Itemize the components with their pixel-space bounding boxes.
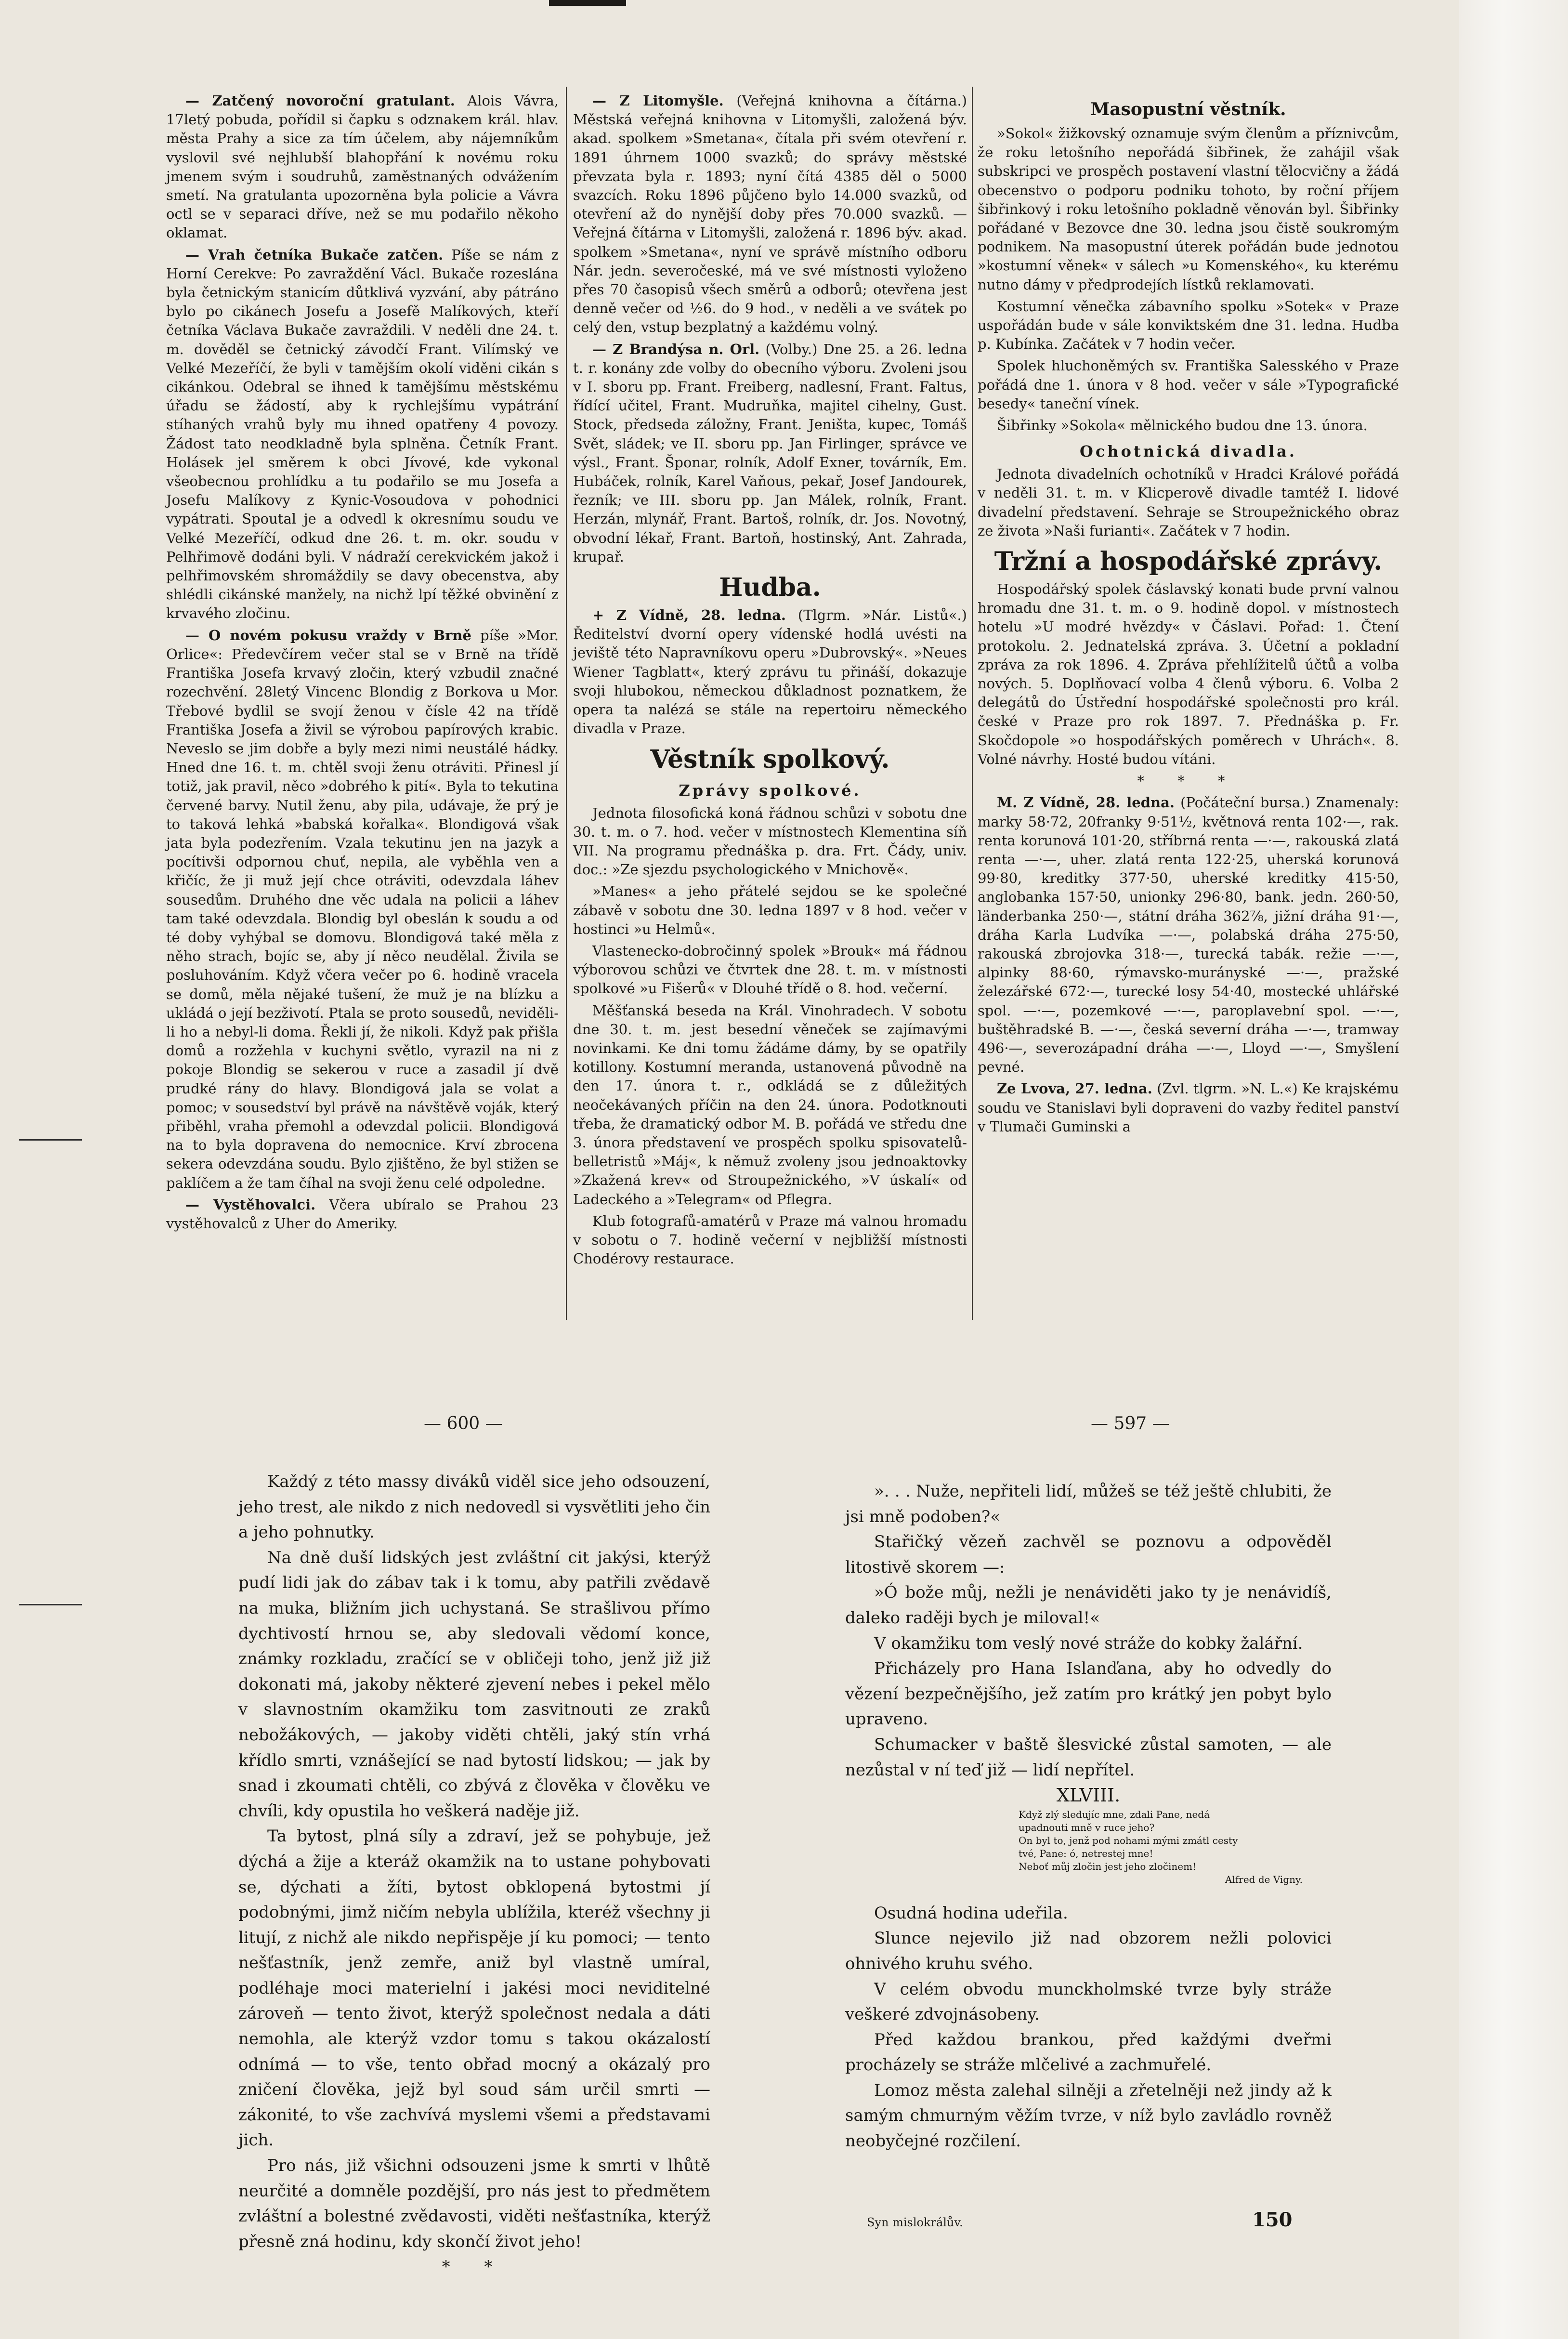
- news-item: [573, 1212, 967, 1269]
- sub-heading: Zprávy spolkové.: [679, 781, 862, 800]
- news-item: [978, 1079, 1399, 1136]
- news-item: [978, 416, 1399, 435]
- novel-paragraph: Každý z této massy diváků viděl sice jeho odsouzení, jeho trest, ale nikdo z nich nedovedl si vysvětliti jeho čin a jeho pohnutky.: [238, 1472, 710, 1542]
- footer-number: 150: [1252, 2208, 1293, 2231]
- news-item: [166, 92, 559, 243]
- column-2: [573, 92, 967, 1271]
- motto-line: Když zlý sledujíc mne, zdali Pane, nedá: [1019, 1808, 1210, 1820]
- news-item-body: Píše se nám z Horní Cerekve: Po zavraždění Václ. Bukače rozeslána byla četnickým stanicím důtklivá vyzvání, aby pátráno bylo po cikánech Josefu a Josefě Malíkových, kteří četníka Václava Bukače zavraždili. V neděli dne 24. t. m. dověděl se četnický závodčí Frant. Vilímský ve Velké Mezeříčí, že byli v tamějším okolí viděni cikán s cikánkou. Odebral se ihned k tamějšímu městskému úřadu se žádostí, aby k rychlejšímu vypátrání stíhaných vrahů byly mu ihned opatřeny 4 povozy. Žádost tato neodkladně byla splněna. Četník Frant. Holásek jel směrem k obci Jívové, kde vykonal všeobecnou prohlídku a tu podařilo se mu Josefa a Josefu Malíkovy z Kynic-Vosoudova v pohodnici vypátrati. Spoutal je a odvedl k okresnímu soudu ve Velké Mezeříčí, odkud dne 26. t. m. okr. soudu v Pelhřimově dodáni byli. V nádraží cerekvickém jakož i pelhřimovském shromáždily se davy obecenstva, aby shlédli cikánské manžely, na nichž lpí těžké obvinění z krvavého zločinu.: [166, 246, 559, 622]
- motto-line: On byl to, jenž pod nohami mými zmátl cesty: [1019, 1834, 1238, 1846]
- footer-signature: Syn mislokrálův.: [867, 2216, 963, 2229]
- news-item-body: Spolek hluchoněmých sv. Františka Salesského v Praze pořádá dne 1. února v 8 hod. večer v sále »Typografické besedy« taneční vínek.: [978, 357, 1399, 412]
- news-item-body: Kostumní věnečka zábavního spolku »Sotek« v Praze uspořádán bude v sále konviktském dne 31. ledna. Hudba p. Kubínka. Začátek v 7 hodin večer.: [978, 298, 1399, 353]
- news-item-body: Včera ubíralo se Prahou 23 vystěhovalců z Uher do Ameriky.: [166, 1196, 559, 1232]
- news-item-body: Šibřinky »Sokola« mělnického budou dne 13. února.: [997, 417, 1368, 434]
- news-item: [166, 626, 559, 1193]
- chapter-heading: XLVIII.: [1056, 1785, 1121, 1806]
- news-item-headline: — Zatčený novoroční gratulant.: [185, 92, 455, 109]
- news-item: [978, 580, 1399, 769]
- news-item: [978, 793, 1399, 1077]
- novel-paragraph: Ta bytost, plná síly a zdraví, jež se pohybuje, jež dýchá a žije a kteráž okamžik na to ustane pohybovati se, dýchati a žíti, bytost obklopená bytostmi jí podobnými, jimž ničím nebyla ublížila, kteréž všechny ji litují, z nichž ale nikdo nepřispěje jí ku pomoci; — tento nešťastník, jenž zemře, aniž byl vlastně umíral, podléhaje moci materielní i jakési moci neviditelné zároveň — tento život, kterýž společnost nedala a dáti nemohla, ale kterýž vzdor tomu s takou okázalostí odnímá — to vše, tento obřad mocný a okázalý pro zničení člověka, jejž byl soud sám určil smrti — zákonité, to vše zachvívá myslemi všemi a představami jich.: [238, 1827, 710, 2150]
- novel-text-left: [238, 1469, 710, 2280]
- news-item: [573, 804, 967, 880]
- news-item-body: Jednota filosofická koná řádnou schůzi v sobotu dne 30. t. m. o 7. hod. večer v místnostech Klementina síň VII. Na programu přednáška p. dra. Frt. Čády, univ. doc.: »Ze sjezdu psychologického v Mnichově«.: [573, 804, 967, 878]
- motto-line: tvé, Pane: ó, netrestej mne!: [1019, 1847, 1153, 1859]
- news-item-body: píše »Mor. Orlice«: Předevčírem večer stal se v Brně na třídě Františka Josefa krvavý zločin, který vzbudil značné rozechvění. 28letý Vincenc Blondig z Borkova u Mor. Třebové bydlil se svojí ženou v čísle 42 na třídě Františka Josefa a živil se výrobou papírových krabic. Neveslo se jim dobře a byly mezi nimi neustálé hádky. Hned dne 16. t. m. chtěl svoji ženu otráviti. Přinesl jí totiž, jak pravil, něco »dobrého k pití«. Byla to tekutina červené barvy. Nutil ženu, aby pila, udávaje, že prý je to taková lehká »babská kořalka«. Blondigová však jata byla podezřením. Vzala tekutinu jen na jazyk a pocítivši odpornou chuť, nepila, ale vyběhla ven a křičíc, že ji muž její chce otráviti, odevzdala láhev sousedům. Druhého dne věc udala na policii a láhev tam také odevzdala. Blondig byl obeslán k soudu a od té doby vyhýbal se domovu. Blondigová také měla z něho strach, bojíc se, aby jí něco neudělal. Živila se posluhováním. Když včera večer po 6. hodině vracela se domů, měla nějaké tušení, že muž je na blízku a ukládá o její bezživotí. Ptala se proto sousedů, neviděli-li ho a nebyl-li doma. Řekli jí, že nikoli. Když pak přišla domů a rozžehla v kuchyni světlo, vyrazil na ni z pokoje Blondig se sekerou v ruce a zasadil jí dvě prudké rány do hlavy. Blondigová jala se volat a pomoc; v sousedství byl právě na návštěvě voják, který přiběhl, vraha přemohl a odevzdal policii. Blondigová na to byla dopravena do nemocnice. Krví zbrocena sekera odevzdána soudu. Bylo zjištěno, že byl stižen se paklíčem a že tam číhal na svoji ženu celé odpoledne.: [166, 627, 559, 1191]
- news-item: [573, 942, 967, 999]
- news-item-headline: — O novém pokusu vraždy v Brně: [185, 627, 471, 644]
- news-item: [573, 92, 967, 337]
- column-separator: [566, 87, 567, 1320]
- column-3: [978, 92, 1399, 1139]
- novel-paragraph: ». . . Nuže, nepřiteli lidí, můžeš se též ještě chlubiti, že jsi mně podoben?«: [845, 1482, 1332, 1526]
- news-item-headline: — Vrah četníka Bukače zatčen.: [185, 246, 444, 263]
- section-heading: Tržní a hospodářské zprávy.: [994, 547, 1383, 577]
- separator-stars: * * *: [1137, 773, 1240, 789]
- novel-paragraph: Slunce nejevilo již nad obzorem nežli polovici ohnivého kruhu svého.: [845, 1929, 1332, 1973]
- motto-line: upadnouti mně v ruce jeho?: [1019, 1821, 1155, 1833]
- column-1: [166, 92, 559, 1236]
- margin-mark: [19, 1604, 82, 1605]
- page-number-left: — 600 —: [424, 1414, 503, 1433]
- news-item-body: Hospodářský spolek čáslavský konati bude první valnou hromadu dne 31. t. m. o 9. hodině dopol. v místnostech hotelu »U modré hvězdy« v Čáslavi. Pořad: 1. Čtení protokolu. 2. Jednatelská zpráva. 3. Účetní a pokladní zpráva za rok 1896. 4. Zpráva přehlížitelů účtů a volba nových. 5. Doplňovací volba 4 členů výboru. 6. Volba 2 delegátů do Ústřední hospodářské společnosti pro král. české v Praze pro rok 1897. 7. Přednáška p. Fr. Skočdopole »o hospodářských poměrech v Uhrách«. 8. Volné návrhy. Hosté budou vítáni.: [978, 581, 1399, 767]
- novel-paragraph: Lomoz města zalehal silněji a zřetelněji než jindy až k samým chmurným věžím tvrze, v níž bylo zavládlo rovněž neobyčejné rozčilení.: [845, 2080, 1332, 2151]
- novel-paragraph: Přicházely pro Hana Islanďana, aby ho odvedly do vězení bezpečnějšího, jež zatím pro krátký jen pobyt bylo upraveno.: [845, 1659, 1332, 1729]
- novel-paragraph: Osudná hodina udeřila.: [874, 1903, 1068, 1923]
- separator-stars: * *: [442, 2257, 507, 2277]
- news-item-body: (Volby.) Dne 25. a 26. ledna t. r. konány zde volby do obecního výboru. Zvoleni jsou v I. sboru pp. Frant. Freiberg, nadlesní, Frant. Faltus, řídící učitel, Frant. Mudruňka, majitel cihelny, Gust. Stock, předseda záložny, Frant. Jeništa, kupec, Tomáš Svět, sládek; ve II. sboru pp. Jan Firlinger, správce ve výsl., Frant. Šponar, rolník, Adolf Exner, továrník, Em. Hubáček, rolník, Karel Vaňous, pekař, Josef Jandourek, řezník; ve III. sboru pp. Jan Málek, rolník, Frant. Herzán, mlynář, Frant. Bartoš, rolník, dr. Jos. Novotný, obvodní lékař, Frant. Bartoň, hostinský, Ant. Zahrada, krupař.: [573, 341, 967, 565]
- news-item-body: (Počáteční bursa.) Znamenaly: marky 58·72, 20franky 9·51½, květnová renta 102·—, rak. renta korunová 101·20, stříbrná renta —·—, rakouská zlatá renta —·—, uher. zlatá renta 122·25, uherská korunová 99·80, kreditky 377·50, uherské kreditky 415·50, anglobanka 157·50, unionky 296·80, bank. jedn. 260·50, länderbanka 250·—, státní dráha 362⅞, jižní dráha 91·—, dráha Karla Ludvíka —·—, polabská dráha 275·50, rakouská zbrojovka 318·—, turecká tabák. režie —·—, alpinky 88·60, rýmavsko-murányské —·—, pražské železářské 672·—, turecké losy 54·40, mostecké uhlářské spol. —·—, pozemkové —·—, paroplavební spol. —·—, buštěhradské B. —·—, česká severní dráha —·—, tramway 496·—, severozápadní dráha —·—, Lloyd —·—, Smyšlení pevné.: [978, 794, 1399, 1076]
- news-item: [978, 356, 1399, 413]
- top-edge-rule: [549, 0, 626, 6]
- news-item-headline: M. Z Vídně, 28. ledna.: [997, 794, 1175, 811]
- news-item: [978, 297, 1399, 354]
- novel-paragraph: V celém obvodu munckholmské tvrze byly stráže veškeré zdvojnásobeny.: [845, 1979, 1332, 2024]
- news-item: [166, 1196, 559, 1233]
- novel-paragraph: Na dně duší lidských jest zvláštní cit jakýsi, kterýž pudí lidi jak do zábav tak i k tomu, aby patřili zvědavě na muka, bližním jich uchystaná. Se strašlivou přímo dychtivostí hrnou se, aby sledovali vědomí konce, známky rozkladu, zračící se v obličeji toho, jenž již již dokonati má, jakoby některé zjevení nebes i pekel mělo v slavnostním okamžiku tom zasvitnouti ze zraků nebožákových, — jakoby viděti chtěli, jaký stín vrhá křídlo smrti, vznášející se nad bytostí lidskou; — jak by snad i zkoumati chtěli, co zbývá z člověka v člověku ve chvíli, kdy opustila ho veškerá naděje již.: [238, 1548, 710, 1821]
- novel-paragraph: »Ó bože můj, nežli je nenáviděti jako ty je nenávidíš, daleko raději bych je miloval!«: [845, 1583, 1332, 1628]
- book-gutter: [1459, 0, 1568, 2339]
- news-item-body: (Tlgrm. »Nár. Listů«.) Ředitelství dvorní opery vídenské hodlá uvésti na jeviště této Napravníkovu operu »Dubrovský«. »Neues Wiener Tagblatt«, který zprávu tu přináší, dokazuje svoji hlubokou, německou důkladnost poznatkem, že opera ta nalézá se stále na repertoiru německého divadla v Praze.: [573, 607, 967, 737]
- news-item-body: Klub fotografů-amatérů v Praze má valnou hromadu v sobotu o 7. hodině večerní v nejbližší místnosti Chodérovy restaurace.: [573, 1212, 967, 1267]
- news-item-body: »Sokol« žižkovský oznamuje svým členům a příznivcům, že roku letošního nepořádá šibřinek, že zahájil však subskripci ve prospěch postavení vlastní tělocvičny a žádá obecenstvo o podporu podniku tohoto, by roční příjem šibřinkový i roku letošního pokladně věnován byl. Šibřinky pořádané v Bezovce dne 30. ledna jsou čistě soukromým podnikem. Na masopustní úterek pořádán bude jednotou »kostumní věnek« v sálech »u Komenského«, ku kterému nutno dámy v předprodejích lístků reklamovati.: [978, 125, 1399, 293]
- motto-line: Neboť můj zločin jest jeho zločinem!: [1019, 1860, 1197, 1872]
- motto-author: Alfred de Vigny.: [1225, 1873, 1303, 1885]
- news-item: [573, 340, 967, 566]
- news-item-body: Měšťanská beseda na Král. Vinohradech. V sobotu dne 30. t. m. jest besední věneček se zajímavými novinkami. Ke dni tomu žádáme dámy, by se opatřily kotillony. Kostumní meranda, ustanovená původně na den 17. února t. r., odkládá se z důležitých neočekávaných příčin na den 24. února. Podotknouti třeba, že dramatický odbor M. B. pořádá ve středu dne 3. února představení ve prospěch spolku spisovatelů-belletristů »Máj«, k němuž zvoleny jsou jednoaktovky »Zkažená krev« od Stroupežnického, »V úskalí« od Ladeckého a »Telegram« od Pflegra.: [573, 1002, 967, 1208]
- chapter-motto: [1019, 1808, 1332, 1886]
- column-separator: [972, 87, 973, 1320]
- page-number-right: — 597 —: [1091, 1414, 1170, 1433]
- news-item: [573, 1001, 967, 1209]
- news-item: [978, 124, 1399, 294]
- news-item: [978, 465, 1399, 540]
- news-item-body: (Zvl. tlgrm. »N. L.«) Ke krajskému soudu ve Stanislavi byli dopraveni do vazby ředitel panství v Tlumači Guminski a: [978, 1080, 1399, 1135]
- sub-heading: Ochotnická divadla.: [1080, 442, 1297, 461]
- news-item-body: Vlastenecko-dobročinný spolek »Brouk« má řádnou výborovou schůzi ve čtvrtek dne 28. t. m. v místnosti spolkové »u Fišerů« v Dlouhé třídě o 8. hod. večerní.: [573, 942, 967, 997]
- margin-mark: [19, 1139, 82, 1141]
- news-item: [166, 246, 559, 623]
- news-item-headline: + Z Vídně, 28. ledna.: [592, 607, 786, 624]
- news-item: [573, 882, 967, 939]
- novel-paragraph: Stařičký vězeň zachvěl se poznovu a odpověděl litostivě skorem —:: [845, 1532, 1332, 1577]
- novel-text-right: [845, 1479, 1332, 2154]
- news-item-body: (Veřejná knihovna a čítárna.) Městská veřejná knihovna v Litomyšli, založená býv. akad. spolkem »Smetana«, čítala při svém otevření r. 1891 úhrnem 1000 svazků; do správy městské převzata byla r. 1893; nyní čítá 4385 děl o 5000 svazcích. Roku 1896 půjčeno bylo 14.000 svazků, od otevření až do nynější doby přes 70.000 svazků. — Veřejná čítárna v Litomyšli, založená r. 1896 býv. akad. spolkem »Smetana«, nyní ve správě místního odboru Nár. jedn. severočeské, má ve své místnosti vyloženo přes 70 časopisů všech směrů a odborů; otevřena jest denně večer od ½6. do 9 hod., v neděli a ve svátek po celý den, vstup bezplatný a každému volný.: [573, 92, 967, 336]
- news-item: [573, 606, 967, 738]
- news-item-headline: — Z Litomyšle.: [592, 92, 724, 109]
- news-item-headline: — Vystěhovalci.: [185, 1196, 316, 1213]
- section-heading: Masopustní věstník.: [1090, 99, 1286, 119]
- news-item-body: Jednota divadelních ochotníků v Hradci Králové pořádá v neděli 31. t. m. v Klicperově divadle tamtéž I. lidové divadelní představení. Sehraje se Stroupežnického obraz ze života »Naši furianti«. Začátek v 7 hodin.: [978, 466, 1399, 539]
- news-item-body: »Manes« a jeho přátelé sejdou se ke společné zábavě v sobotu dne 30. ledna 1897 v 8 hod. večer v hostinci »u Helmů«.: [573, 883, 967, 937]
- news-item-body: Alois Vávra, 17letý pobuda, pořídil si čapku s odznakem král. hlav. města Prahy a sice za tím účelem, aby nájemníkům vyslovil své nejhlubší blahopřání k novému roku jmenem svým i soudruhů, zaměstnaných odvážením smetí. Na gratulanta upozorněna byla policie a Vávra octl se v separaci dříve, než se mu podařilo někoho oklamat.: [166, 92, 559, 241]
- novel-paragraph: Pro nás, již všichni odsouzeni jsme k smrti v lhůtě neurčité a domněle pozdější, pro nás jest to předmětem zvláštní a bolestné zvědavosti, viděti nešťastníka, kterýž přesně zná hodinu, kdy skončí život jeho!: [238, 2156, 710, 2251]
- section-heading: Věstník spolkový.: [650, 744, 890, 774]
- news-item-headline: Ze Lvova, 27. ledna.: [997, 1080, 1152, 1097]
- novel-paragraph: V okamžiku tom veslý nové stráže do kobky žalářní.: [874, 1633, 1303, 1653]
- novel-paragraph: Před každou brankou, před každými dveřmi procházely se stráže mlčelivé a zachmuřelé.: [845, 2030, 1332, 2075]
- section-heading: Hudba.: [719, 573, 821, 603]
- novel-paragraph: Schumacker v baště šlesvické zůstal samoten, — ale nezůstal v ní teď již — lidí nepřítel.: [845, 1735, 1332, 1780]
- news-item-headline: — Z Brandýsa n. Orl.: [592, 341, 760, 357]
